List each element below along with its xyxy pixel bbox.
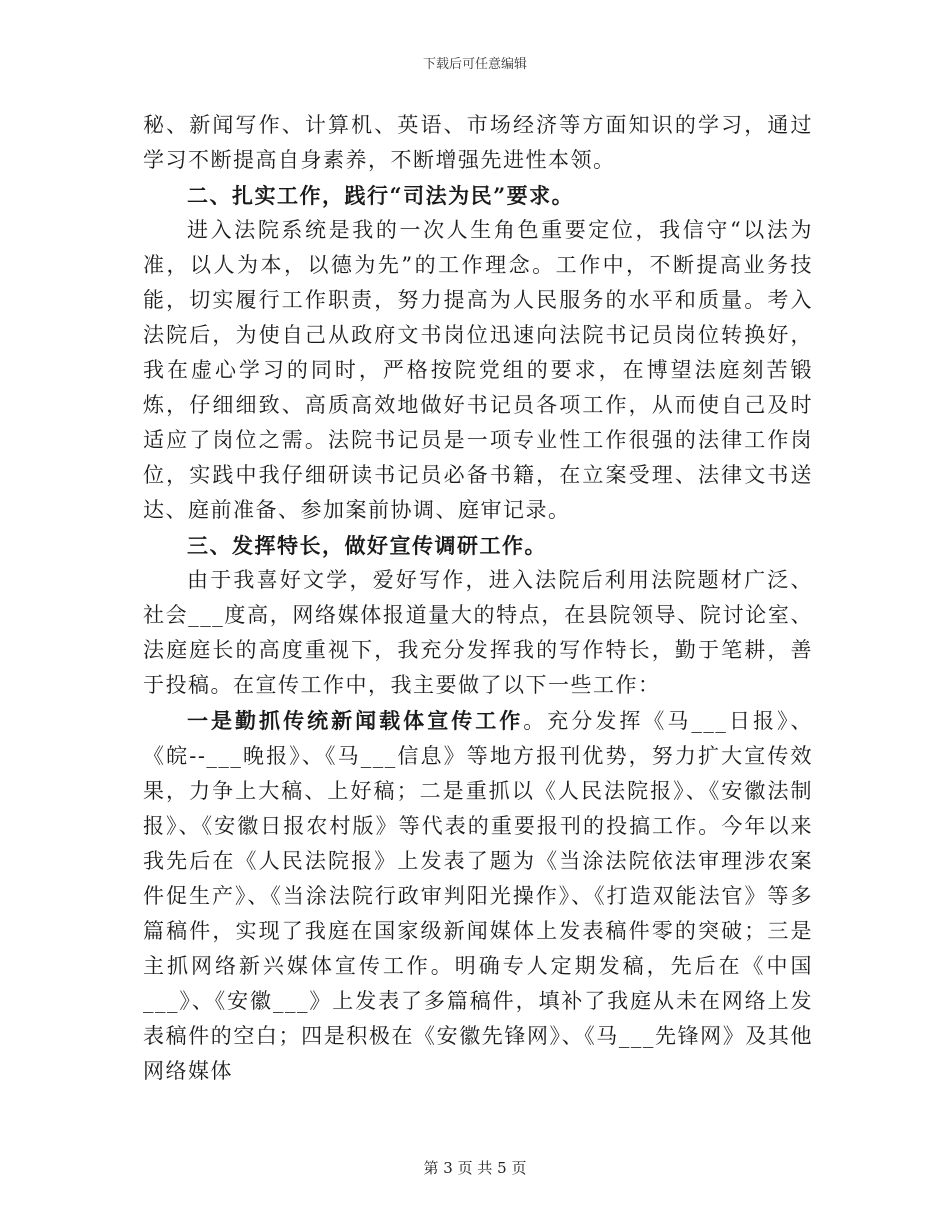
- paragraph-continued: 秘、新闻写作、计算机、英语、市场经济等方面知识的学习，通过学习不断提高自身素养，不断增强先进性本领。: [143, 113, 813, 172]
- paragraph-lead-bold: 一是勤抓传统新闻载体宣传工作: [187, 708, 524, 733]
- section-heading-3: 三、发挥特长，做好宣传调研工作。: [187, 533, 547, 558]
- page-header-note: 下载后可任意编辑: [422, 57, 527, 72]
- paragraph-publicity-text: 。充分发挥《马___日报》、《皖--___晚报》、《马___信息》等地方报刊优势，努力扩大宣传效果，力争上大稿、上好稿；二是重抓以《人民法院报》、《安徽法制报》、《安徽日报农村版》等代表的重要报刊的投搞工作。今年以来我先后在《人民法院报》上发表了题为《当涂法院依法审理涉农案件促生产》、《当涂法院行政审判阳光操作》、《打造双能法官》等多篇稿件，实现了我庭在国家级新闻媒体上发表稿件零的突破；三是主抓网络新兴媒体宣传工作。明确专人定期发稿，先后在《中国___》、《安徽___》上发表了多篇稿件，填补了我庭从未在网络上发表稿件的空白；四是积极在《安徽先锋网》、《马___先锋网》及其他网络媒体: [143, 709, 814, 1083]
- page-number-footer: 第 3 页 共 5 页: [423, 1159, 527, 1177]
- paragraph-publicity-work: [143, 703, 813, 1089]
- document-body: [143, 108, 813, 1089]
- paragraph-writing-intro: 由于我喜好文学，爱好写作，进入法院后利用法院题材广泛、社会___度高，网络媒体报道量大的特点，在县院领导、院讨论室、法庭庭长的高度重视下，我充分发挥我的写作特长，勤于笔耕，善于投稿。在宣传工作中，我主要做了以下一些工作：: [143, 568, 813, 697]
- paragraph-court-work: 进入法院系统是我的一次人生角色重要定位，我信守“以法为准，以人为本，以德为先”的工作理念。工作中，不断提高业务技能，切实履行工作职责，努力提高为人民服务的水平和质量。考入法院后，为使自己从政府文书岗位迅速向法院书记员岗位转换好，我在虚心学习的同时，严格按院党组的要求，在博望法庭刻苦锻炼，仔细细致、高质高效地做好书记员各项工作，从而使自己及时适应了岗位之需。法院书记员是一项专业性工作很强的法律工作岗位，实践中我仔细研读书记员必备书籍，在立案受理、法律文书送达、庭前准备、参加案前协调、庭审记录。: [143, 218, 813, 522]
- section-heading-2: 二、扎实工作，践行“司法为民”要求。: [187, 183, 575, 208]
